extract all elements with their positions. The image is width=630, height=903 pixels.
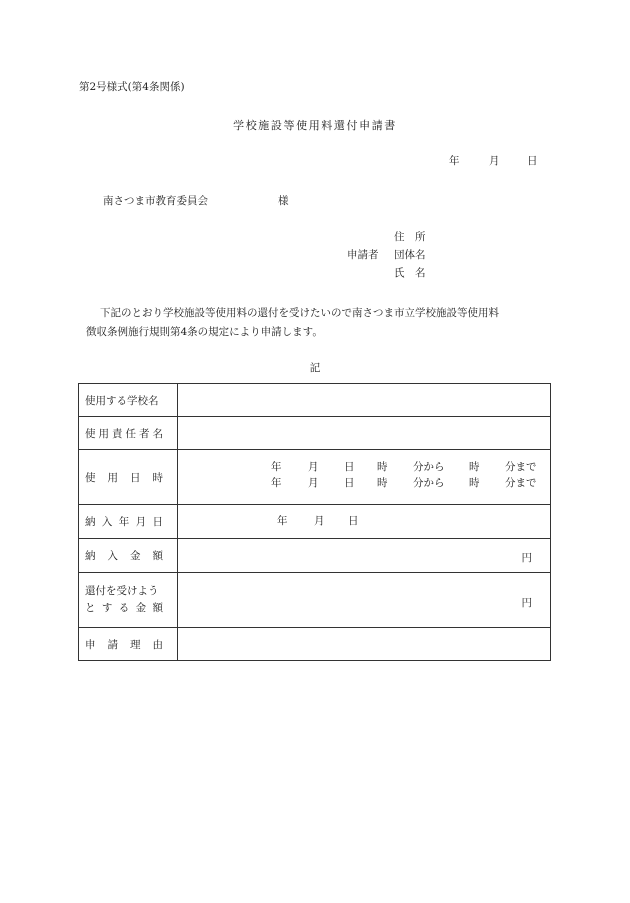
- applicant-address-label: 住 所: [394, 231, 426, 243]
- label-char: る: [118, 602, 130, 614]
- date-day: 日: [527, 155, 538, 167]
- row-reason: [79, 628, 551, 661]
- unit-day: 日: [348, 515, 359, 527]
- application-table: [78, 383, 551, 661]
- date-year: 年: [449, 155, 460, 167]
- label-amount: [79, 539, 178, 573]
- unit-month: 月: [308, 461, 319, 473]
- date-month: 月: [489, 155, 500, 167]
- label-char: と: [85, 602, 96, 614]
- document-title: 学校施設等使用料還付申請書: [233, 119, 397, 132]
- label-manager: [79, 417, 178, 450]
- value-pay-date[interactable]: [178, 505, 551, 539]
- label-pay-date: [79, 505, 178, 539]
- value-amount[interactable]: [178, 539, 551, 573]
- label-char: 金: [135, 602, 147, 614]
- label-char: 納: [85, 516, 96, 528]
- value-datetime[interactable]: [178, 450, 551, 505]
- label-char: 日: [152, 516, 163, 528]
- label-char: 額: [152, 602, 163, 614]
- unit-day: 日: [344, 477, 355, 489]
- value-reason[interactable]: [178, 628, 551, 661]
- ki-heading: 記: [309, 362, 321, 374]
- unit-until: 分まで: [505, 477, 537, 489]
- unit-yen: 円: [521, 552, 532, 564]
- label-reason: [79, 628, 178, 661]
- label-char: 納: [85, 550, 96, 562]
- label-school: [79, 384, 178, 417]
- label-char: 理: [130, 638, 141, 651]
- unit-year: 年: [277, 515, 288, 527]
- value-school[interactable]: [178, 384, 551, 417]
- unit-from: 分から: [413, 461, 445, 473]
- applicant-group-label: 団体名: [394, 249, 426, 261]
- label-datetime: [79, 450, 178, 505]
- label-school-text: 使用する学校名: [85, 394, 159, 407]
- label-char: 申: [85, 638, 96, 651]
- unit-yen: 円: [521, 597, 532, 609]
- label-char: す: [101, 602, 113, 614]
- recipient: 南さつま市教育委員会: [103, 195, 208, 207]
- row-refund-amount: [79, 573, 551, 628]
- value-refund-amount[interactable]: [178, 573, 551, 628]
- label-char: 月: [135, 516, 147, 528]
- row-amount: [79, 539, 551, 573]
- label-char: 者: [139, 427, 150, 440]
- label-char: 使: [85, 471, 96, 484]
- applicant-label: 申請者: [347, 249, 379, 261]
- label-char: 時: [152, 471, 163, 484]
- unit-day: 日: [344, 461, 355, 473]
- unit-until: 分まで: [505, 461, 537, 473]
- label-char: 用: [98, 427, 109, 440]
- label-char: 請: [107, 638, 118, 651]
- label-char: 任: [125, 427, 136, 440]
- unit-hour: 時: [469, 477, 480, 489]
- unit-year: 年: [271, 477, 282, 489]
- unit-month: 月: [308, 477, 319, 489]
- applicant-name-label: 氏 名: [394, 267, 426, 279]
- body-text: [86, 304, 566, 342]
- label-char: 日: [130, 471, 141, 484]
- row-school: [79, 384, 551, 417]
- row-pay-date: [79, 505, 551, 539]
- unit-month: 月: [314, 515, 325, 527]
- label-refund-line-1: 還付を受けよう: [85, 585, 159, 597]
- label-char: 入: [107, 550, 118, 562]
- body-line-2: 徴収条例施行規則第4条の規定により申請します。: [86, 326, 323, 338]
- label-char: 金: [130, 550, 141, 562]
- unit-from: 分から: [413, 477, 445, 489]
- unit-year: 年: [271, 461, 282, 473]
- row-manager: [79, 417, 551, 450]
- label-char: 用: [107, 471, 118, 484]
- label-char: 由: [152, 638, 163, 651]
- date-line: [449, 156, 538, 167]
- honorific: 様: [278, 195, 289, 207]
- form-number: 第2号様式(第4条関係): [79, 81, 185, 93]
- body-line-1: 下記のとおり学校施設等使用料の還付を受けたいので南さつま市立学校施設等使用料: [100, 307, 499, 319]
- label-char: 入: [101, 516, 113, 528]
- unit-hour: 時: [377, 477, 388, 489]
- unit-hour: 時: [377, 461, 388, 473]
- row-datetime: [79, 450, 551, 505]
- label-refund-amount: [79, 573, 178, 628]
- label-char: 年: [118, 516, 130, 528]
- value-manager[interactable]: [178, 417, 551, 450]
- label-char: 責: [112, 427, 123, 440]
- label-char: 名: [152, 427, 163, 440]
- label-char: 額: [152, 550, 163, 562]
- label-char: 使: [85, 427, 96, 440]
- unit-hour: 時: [469, 461, 480, 473]
